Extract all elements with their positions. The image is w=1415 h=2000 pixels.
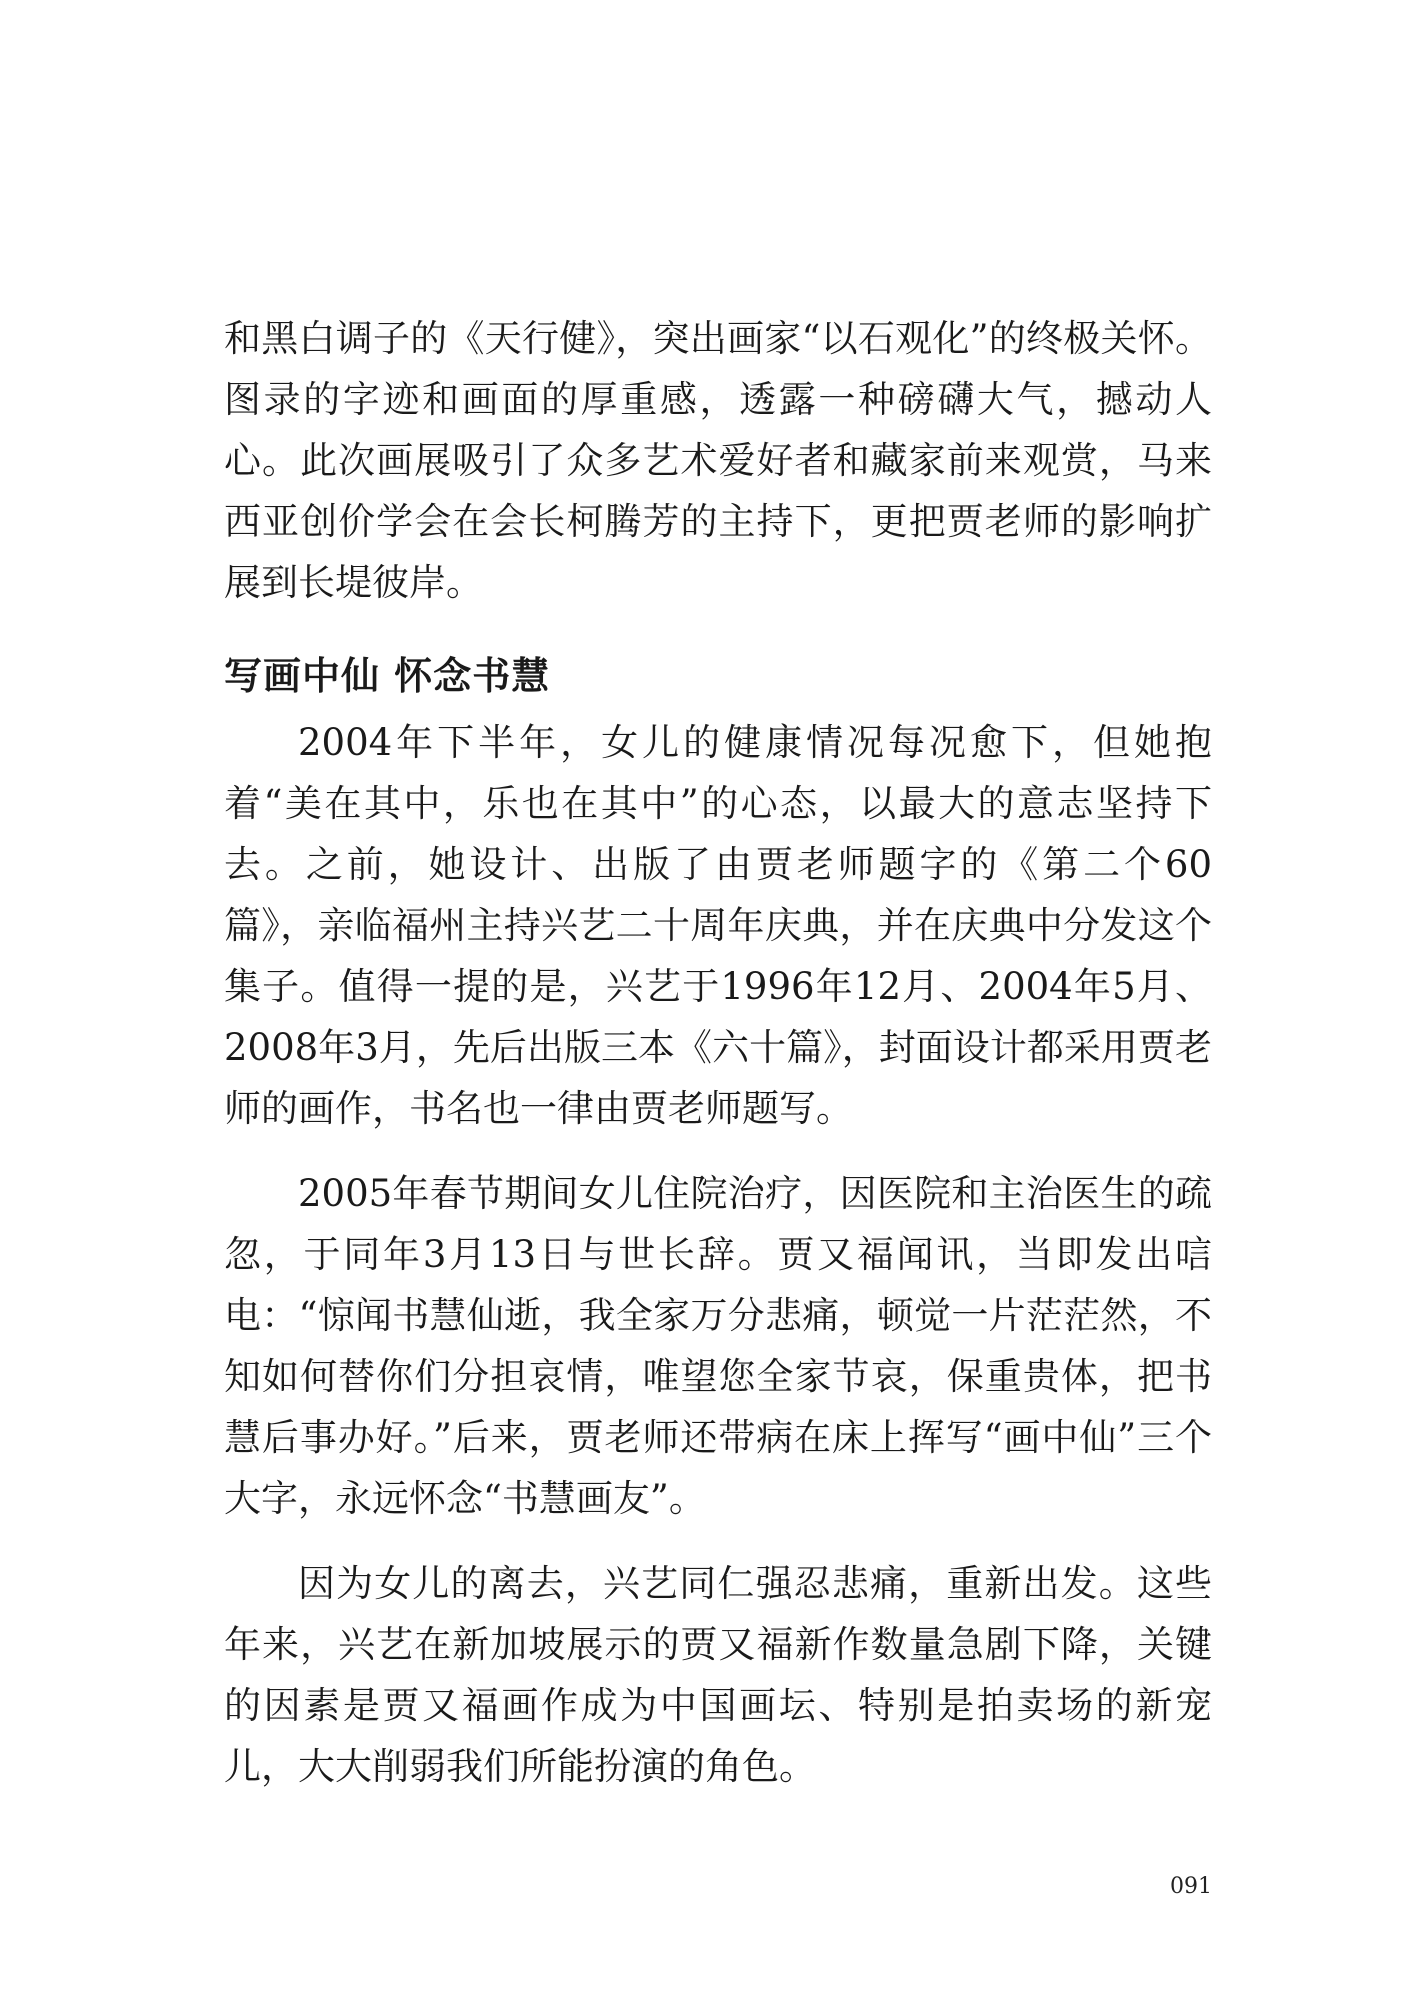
paragraph-closing: 因为女儿的离去，兴艺同仁强忍悲痛，重新出发。这些年来，兴艺在新加坡展示的贾又福新作数量急剧下降，关键的因素是贾又福画作成为中国画坛、特别是拍卖场的新宠儿，大大削弱我们所能扮演的角色。 [224, 1562, 1212, 1788]
paragraph-intro: 和黑白调子的《天行健》，突出画家“以石观化”的终极关怀。图录的字迹和画面的厚重感，透露一种磅礴大气，撼动人心。此次画展吸引了众多艺术爱好者和藏家前来观赏，马来西亚创价学会在会长柯腾芳的主持下，更把贾老师的影响扩展到长堤彼岸。 [224, 317, 1212, 604]
page-number: 091 [1170, 1874, 1212, 1899]
paragraph-2005: 2005年春节期间女儿住院治疗，因医院和主治医生的疏忽，于同年3月13日与世长辞。贾又福闻讯，当即发出唁电：“惊闻书慧仙逝，我全家万分悲痛，顿觉一片茫茫然，不知如何替你们分担哀情，唯望您全家节哀，保重贵体，把书慧后事办好。”后来，贾老师还带病在床上挥写“画中仙”三个大字，永远怀念“书慧画友”。 [224, 1172, 1212, 1520]
paragraph-2004: 2004年下半年，女儿的健康情况每况愈下，但她抱着“美在其中，乐也在其中”的心态，以最大的意志坚持下去。之前，她设计、出版了由贾老师题字的《第二个60篇》，亲临福州主持兴艺二十周年庆典，并在庆典中分发这个集子。值得一提的是，兴艺于1996年12月、2004年5月、2008年3月，先后出版三本《六十篇》，封面设计都采用贾老师的画作，书名也一律由贾老师题写。 [224, 721, 1212, 1130]
page-body [224, 308, 1212, 1797]
section-heading: 写画中仙 怀念书慧 [224, 654, 551, 698]
